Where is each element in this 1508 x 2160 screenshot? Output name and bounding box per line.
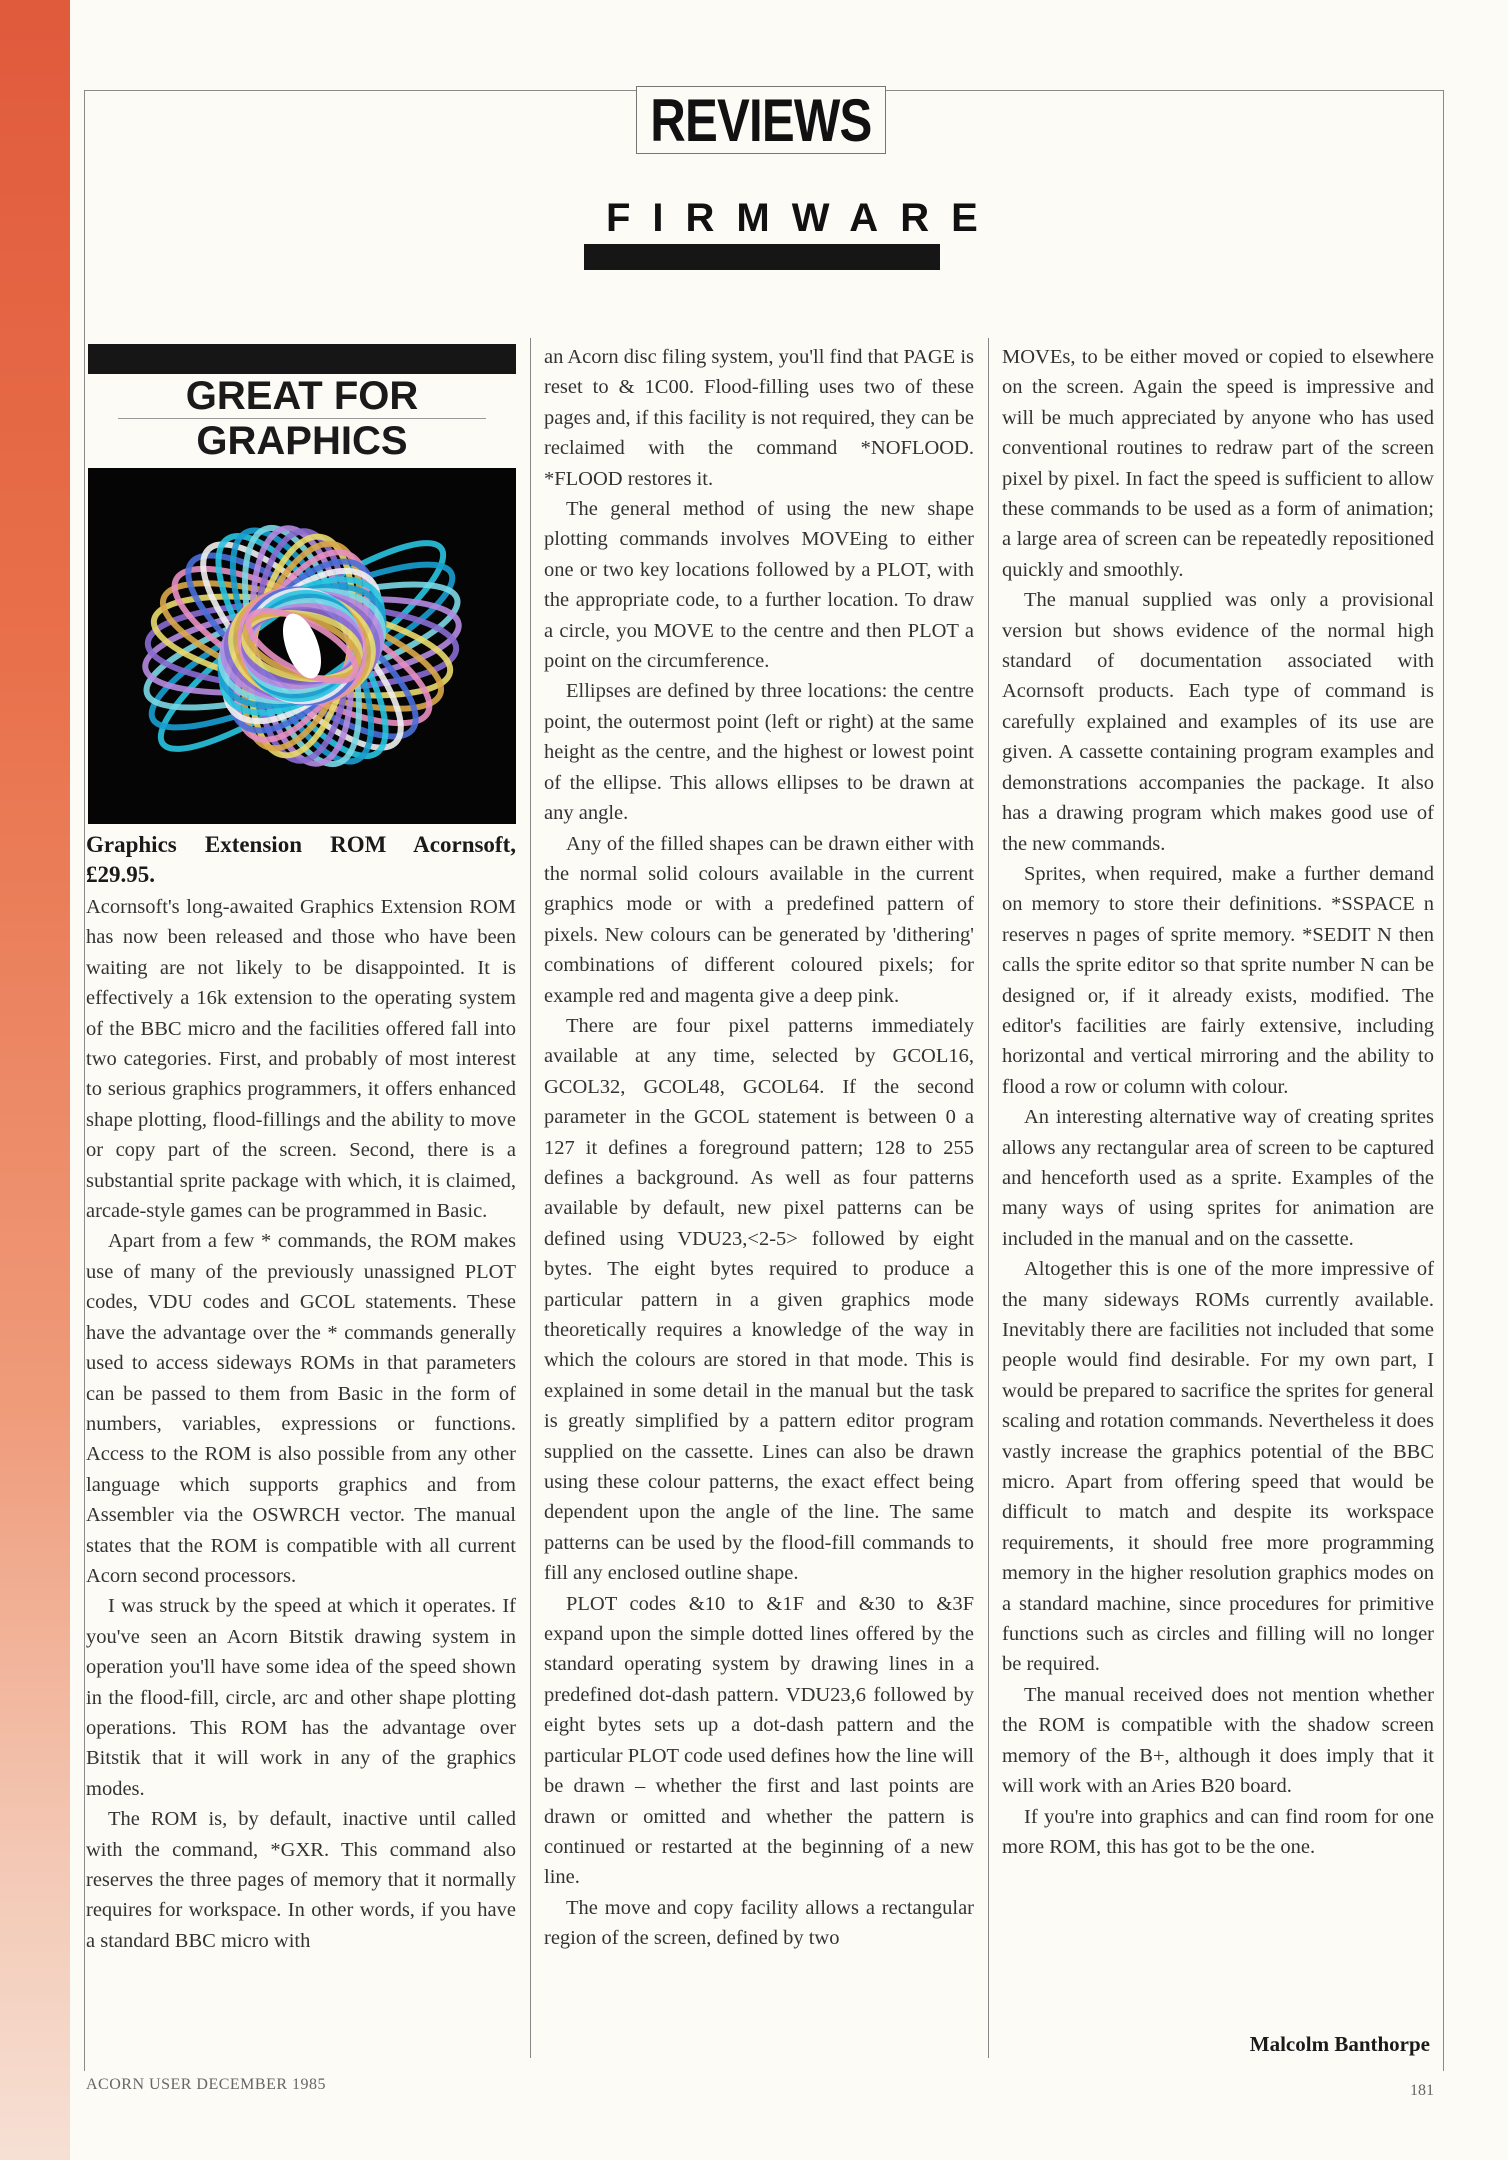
article-paragraph: I was struck by the speed at which it operates. If you've seen an Acorn Bitstik drawing system in operation you'll have some idea of the speed shown in the flood-fill, circle, arc and other shape plotting operations. This ROM has the advantage over Bitstik that it will work in any of the graphics modes. (86, 1595, 516, 1800)
article-paragraph: Any of the filled shapes can be drawn either with the normal solid colours available in the current graphics mode or with a predefined pattern of pixels. New colours can be generated by 'dithering' combinations of different coloured pixels; for example red and magenta give a deep pink. (544, 832, 974, 1007)
graphics-illustration (88, 468, 516, 824)
article-paragraph: PLOT codes &10 to &1F and &30 to &3F expand upon the simple dotted lines offered by the standard operating system by drawing lines in a predefined dot-dash pattern. VDU23,6 followed by eight bytes sets up a dot-dash pattern and the particular PLOT code used defines how the line will be drawn – whether the first and last points are drawn or omitted and whether the pattern is continued or restarted at the beginning of a new line. (544, 1592, 974, 1889)
page-number: 181 (1410, 2082, 1434, 2099)
category-title: FIRMWARE (606, 196, 1000, 240)
article-paragraph: The move and copy facility allows a rectangular region of the screen, defined by two (544, 1896, 974, 1950)
headline-line-2: GRAPHICS (196, 419, 408, 463)
section-header (636, 86, 886, 154)
article-column-2 (544, 342, 974, 1954)
article-paragraph: The general method of using the new shape plotting commands involves MOVEing to either one or two key locations followed by a PLOT, with the appropriate code, to a further location. To draw a circle, you MOVE to the centre and then PLOT a point on the circumference. (544, 498, 974, 673)
article-paragraph: If you're into graphics and can find room for one more ROM, this has got to be the one. (1002, 1805, 1434, 1858)
article-paragraph: an Acorn disc filing system, you'll find that PAGE is reset to & 1C00. Flood-filling uses two of these pages and, if this facility is not required, they can be reclaimed with the command *NOFLOOD. *FLOOD restores it. (544, 346, 974, 490)
ellipse-art (88, 468, 516, 824)
article-paragraph: The ROM is, by default, inactive until called with the command, *GXR. This command also reserves the three pages of memory that it normally requires for workspace. In other words, if you have a standard BBC micro with (86, 1808, 516, 1952)
adjacent-page-edge (0, 0, 70, 2160)
headline (88, 374, 516, 463)
category-bar (584, 244, 940, 270)
article-paragraph: An interesting alternative way of creating sprites allows any rectangular area of screen to be captured and henceforth used as a sprite. Examples of the many ways of using sprites for animation are included in the manual and on the cassette. (1002, 1106, 1434, 1250)
article-paragraph: Sprites, when required, make a further demand on memory to store their definitions. *SSPACE n reserves n pages of sprite memory. *SEDIT N then calls the sprite editor so that sprite number N can be designed or, if it already exists, modified. The editor's facilities are fairly extensive, including horizontal and vertical mirroring and the ability to flood a row or column with colour. (1002, 862, 1434, 1098)
article-paragraph: MOVEs, to be either moved or copied to elsewhere on the screen. Again the speed is impressive and will be much appreciated by anyone who has used conventional routines to redraw part of the screen pixel by pixel. In fact the speed is sufficient to allow these commands to be used as a form of animation; a large area of screen can be repeatedly repositioned quickly and smoothly. (1002, 346, 1434, 581)
article-paragraph: There are four pixel patterns immediately available at any time, selected by GCOL16, GCOL32, GCOL48, GCOL64. If the second parameter in the GCOL statement is between 0 a 127 it defines a foreground pattern; 128 to 255 defines a background. As well as four patterns available by default, new pixel patterns can be defined using VDU23,<2-5> followed by eight bytes. The eight bytes required to produce a particular pattern in a given graphics mode theoretically requires a knowledge of the way in which the colours are stored in that mode. This is explained in some detail in the manual but the task is greatly simplified by a pattern editor program supplied on the cassette. Lines can also be drawn using these colour patterns, the exact effect being dependent upon the angle of the line. The same patterns can be used by the flood-fill commands to fill any enclosed outline shape. (544, 1014, 974, 1585)
product-caption: Graphics Extension ROM Acornsoft, £29.95. (86, 832, 516, 887)
article-paragraph: The manual supplied was only a provisional version but shows evidence of the normal high standard of documentation associated with Acornsoft products. Each type of command is carefully explained and examples of its use are given. A cassette containing program examples and demonstrations accompanies the package. It also has a drawing program which makes good use of the new commands. (1002, 589, 1434, 855)
article-paragraph: Acornsoft's long-awaited Graphics Extension ROM has now been released and those who have been waiting are not likely to be disappointed. It is effectively a 16k extension to the operating system of the BBC micro and the facilities offered fall into two categories. First, and probably of most interest to serious graphics programmers, it offers enhanced shape plotting, flood-fillings and the ability to move or copy part of the screen. Second, there is a substantial sprite package with which, it is claimed, arcade-style games can be programmed in Basic. (86, 896, 516, 1223)
article-paragraph: Altogether this is one of the more impressive of the many sideways ROMs currently available. Inevitably there are facilities not included that some people would find desirable. For my own part, I would be prepared to sacrifice the sprites for general scaling and rotation commands. Nevertheless it does vastly increase the graphics potential of the BBC micro. Apart from offering speed that would be difficult to match and despite its workspace requirements, it should free more programming memory in the higher resolution graphics modes on a standard machine, since procedures for primitive functions such as circles and filling will no longer be required. (1002, 1258, 1434, 1676)
article-paragraph: The manual received does not mention whether the ROM is compatible with the shadow screen memory of the B+, although it does imply that it will work with an Aries B20 board. (1002, 1683, 1434, 1798)
article-column-3 (1002, 342, 1434, 1862)
article-paragraph: Ellipses are defined by three locations: the centre point, the outermost point (left or right) at the same height as the centre, and the highest or lowest point of the ellipse. This allows ellipses to be drawn at any angle. (544, 680, 974, 825)
headline-line-1: GREAT FOR (118, 374, 486, 419)
article-paragraph: Apart from a few * commands, the ROM makes use of many of the previously unassigned PLOT codes, VDU codes and GCOL statements. These have the advantage over the * commands generally used to access sideways ROMs in that parameters can be passed to them from Basic in the form of numbers, variables, expressions or functions. Access to the ROM is also possible from any other language which supports graphics and from Assembler via the OSWRCH vector. The manual states that the ROM is compatible with all current Acorn second processors. (86, 1230, 516, 1587)
footer-publication: ACORN USER DECEMBER 1985 (86, 2076, 327, 2093)
section-title: REVIEWS (650, 86, 872, 154)
article-column-1 (86, 892, 516, 1956)
author-name: Malcolm Banthorpe (1249, 2032, 1430, 2056)
column-rule-2 (988, 338, 989, 2058)
column-rule-1 (530, 338, 531, 2058)
headline-bar (88, 344, 516, 374)
